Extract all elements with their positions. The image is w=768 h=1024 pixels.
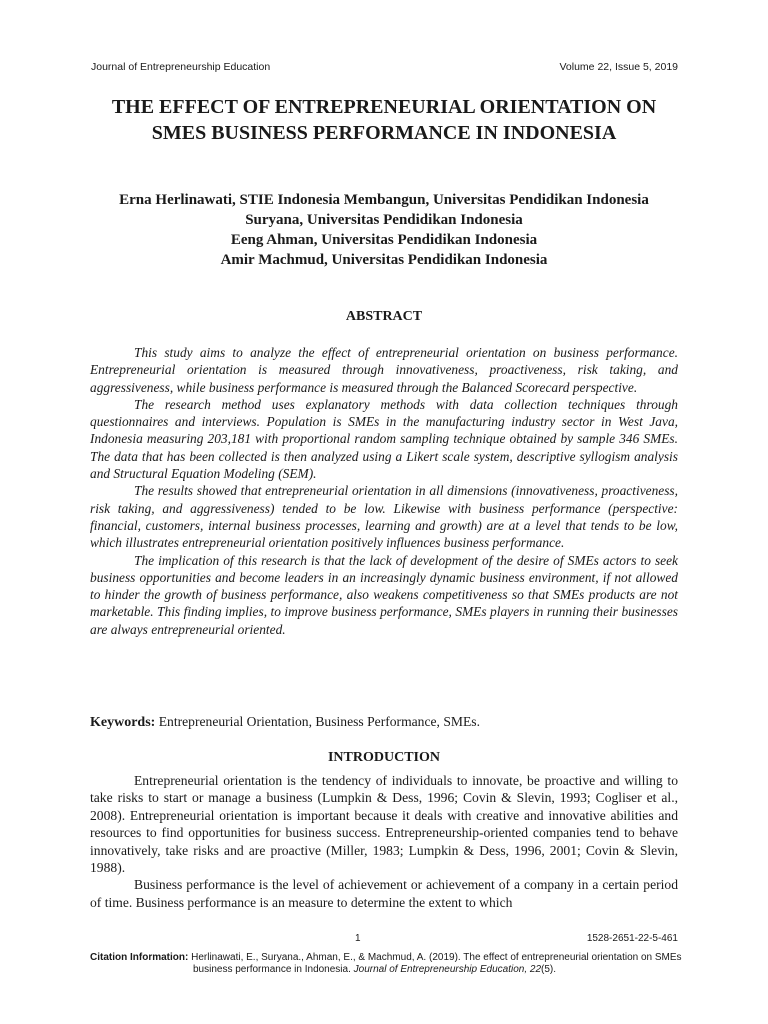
introduction-paragraph: Entrepreneurial orientation is the tendency of individuals to innovate, be proactive and willing to take risks to start or manage a business (Lumpkin & Dess, 1996; Covin & Slevin, 1993; Cogliser et al., 2008). Entrepreneurial orientation is important because it deals with creative and innovative abilities and resources to find opportunities for business success. Entrepreneurship-oriented companies tend to behave innovatively, take risks and are proactive (Miller, 1983; Lumpkin & Dess, 1996, 2001; Covin & Slevin, 1988).	[90, 773, 678, 876]
page-footer	[90, 933, 678, 944]
author-2: Suryana, Universitas Pendidikan Indonesia	[245, 212, 523, 228]
abstract-paragraph: The research method uses explanatory methods with data collection techniques through questionnaires and interviews. Population is SMEs in the manufacturing industry sector in West Java, Indonesia measuring 203,181 with proportional random sampling technique obtained by sample 346 SMEs. The data that has been collected is then analyzed using a Likert scale system, descriptive syllogism analysis and Structural Equation Modeling (SEM).	[90, 396, 678, 482]
journal-name: Journal of Entrepreneurship Education	[91, 61, 271, 73]
citation-label: Citation Information:	[90, 952, 189, 963]
citation-journal: Journal of Entrepreneurship Education, 22	[353, 964, 541, 975]
introduction-heading: INTRODUCTION	[327, 750, 440, 765]
author-3: Eeng Ahman, Universitas Pendidikan Indonesia	[230, 232, 538, 248]
author-list	[100, 190, 668, 270]
citation-information	[90, 952, 688, 976]
abstract-paragraph: The results showed that entrepreneurial orientation in all dimensions (innovativeness, proactiveness, risk taking, and aggressiveness) tended to be low. Likewise with business performance (perspective: financial, customers, internal business processes, learning and growth) are at a level that tends to be low, which illustrates entrepreneurial orientation positively influences business performance.	[90, 483, 678, 551]
abstract-paragraph: The implication of this research is that the lack of development of the desire of SMEs actors to seek business opportunities and become leaders in an increasingly dynamic business environment, if not allowed to hinder the growth of business performance, also weakens competitiveness so that SMEs products are not marketable. This finding implies, to improve business performance, SMEs players in running their businesses are always entrepreneurial oriented.	[90, 552, 678, 637]
abstract-heading: ABSTRACT	[345, 309, 423, 324]
abstract-paragraph: This study aims to analyze the effect of entrepreneurial orientation on business performance. Entrepreneurial orientation is measured through innovativeness, proactiveness, risk taking, and aggressiveness, while business performance is measured through the Balanced Scorecard perspective.	[90, 345, 678, 395]
volume-issue: Volume 22, Issue 5, 2019	[559, 61, 678, 73]
citation-text: Herlinawati, E., Suryana., Ahman, E., & Machmud, A. (2019). The effect of entrepreneurial orientation on SMEs	[188, 952, 682, 963]
keywords-line	[90, 714, 678, 731]
paper-title: THE EFFECT OF ENTREPRENEURIAL ORIENTATION ON SMES BUSINESS PERFORMANCE IN INDONESIA	[111, 96, 657, 144]
page-number: 1	[355, 933, 361, 944]
running-header	[91, 61, 678, 73]
author-4: Amir Machmud, Universitas Pendidikan Indonesia	[220, 252, 548, 268]
introduction-paragraph: Business performance is the level of achievement or achievement of a company in a certain period of time. Business performance is an measure to determine the extent to which	[90, 877, 678, 910]
article-code: 1528-2651-22-5-461	[586, 933, 678, 944]
introduction-body	[90, 772, 678, 911]
citation-continuation: business performance in Indonesia.	[193, 964, 354, 975]
citation-issue: (5).	[541, 964, 556, 975]
keywords-text: Entrepreneurial Orientation, Business Performance, SMEs.	[155, 714, 480, 729]
keywords-label: Keywords:	[90, 715, 156, 730]
abstract-body	[90, 344, 678, 638]
author-1: Erna Herlinawati, STIE Indonesia Membangun, Universitas Pendidikan Indonesia	[119, 192, 649, 208]
